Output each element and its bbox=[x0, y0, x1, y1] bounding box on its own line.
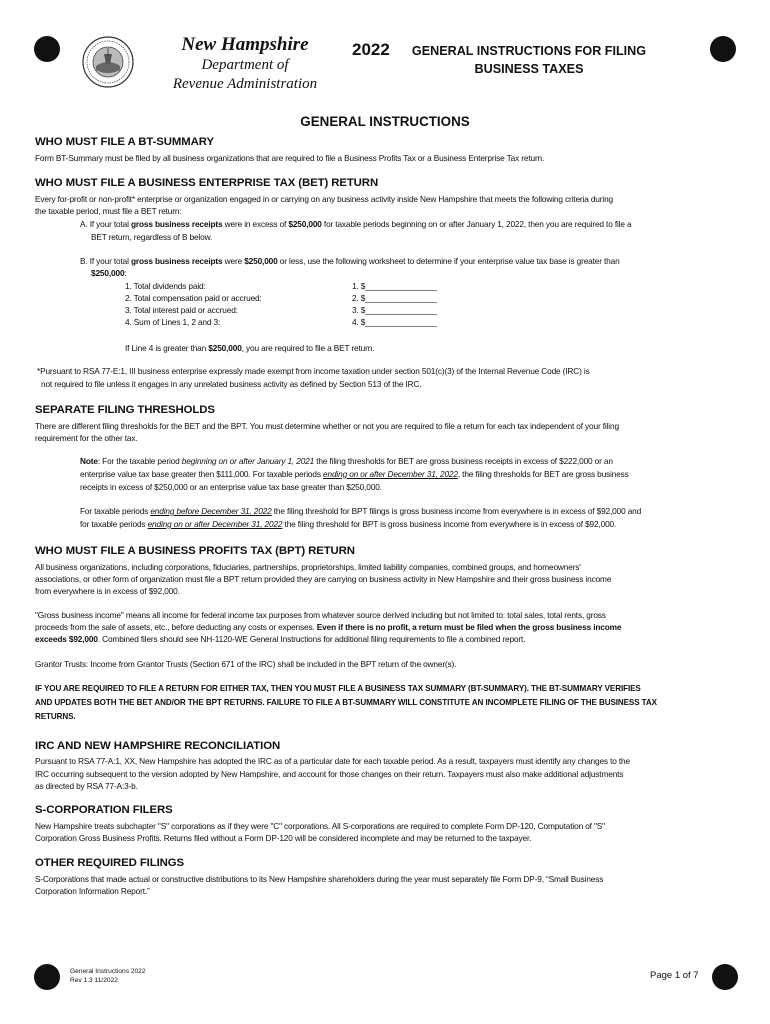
department-line-2: Revenue Administration bbox=[172, 76, 318, 92]
bet-criterion-a bbox=[80, 218, 631, 231]
worksheet-label-1: 1. Total dividends paid: bbox=[125, 281, 206, 291]
registration-dot-top-right bbox=[710, 36, 736, 62]
text-span: ending on or after December 31, 2022 bbox=[323, 469, 458, 479]
text-span: beginning on or after January 1, 2021 bbox=[181, 456, 315, 466]
department-line-1: Department of bbox=[201, 57, 289, 73]
heading-bet-return: WHO MUST FILE A BUSINESS ENTERPRISE TAX (BET) RETURN bbox=[35, 177, 379, 189]
text-span: the filing threshold for BPT filings is gross business income from everywhere is in excess of $92,000 and bbox=[271, 506, 642, 516]
worksheet-input-4[interactable]: 4. $________________ bbox=[352, 317, 437, 327]
state-seal-icon bbox=[82, 36, 134, 88]
text-span: were in excess of bbox=[222, 219, 289, 229]
worksheet-label-3: 3. Total interest paid or accrued: bbox=[125, 305, 238, 315]
heading-bt-summary: WHO MUST FILE A BT-SUMMARY bbox=[35, 136, 214, 148]
text-span: , the filing thresholds for BET are gross business bbox=[457, 469, 629, 479]
text-span: $250,000 bbox=[208, 343, 242, 353]
gross-income-line-1: "Gross business income" means all income for federal income tax purposes from whatever source derived including but not limited to: total sales, total rents, gross bbox=[35, 610, 606, 620]
worksheet-result-line bbox=[125, 342, 374, 355]
bet-footnote-line-1: *Pursuant to RSA 77-E:1, III business enterprise expressly made exempt from income taxation under section 501(c)(3) of the Internal Revenue Code (IRC) is bbox=[37, 366, 590, 376]
text-span: A. If your total bbox=[80, 219, 131, 229]
bet-intro-line-2: the taxable period, must file a BET return: bbox=[35, 206, 182, 216]
registration-dot-bottom-right bbox=[712, 964, 738, 990]
text-span: $250,000 bbox=[91, 268, 125, 278]
text-span: . Combined filers should see NH-1120-WE General Instructions for additional filing requirements to file a combined report. bbox=[97, 634, 526, 644]
text-span: the filing threshold for BPT is gross business income from everywhere is in excess of $92,000. bbox=[282, 519, 617, 529]
bpt-threshold-line-1 bbox=[80, 505, 641, 518]
bet-criterion-b bbox=[80, 255, 620, 268]
text-span: $250,000 bbox=[288, 219, 322, 229]
bpt-line-2: associations, or other form of organization must file a BPT return provided they are carrying on business activity in New Hampshire and their gross business income bbox=[35, 574, 612, 584]
note-line-1 bbox=[80, 455, 613, 468]
document-title-line-1: GENERAL INSTRUCTIONS FOR FILING bbox=[411, 44, 647, 58]
text-span: $250,000 bbox=[244, 256, 278, 266]
text-span: exceeds $92,000 bbox=[35, 634, 98, 644]
irc-line-2: IRC occurring subsequent to the version adopted by New Hampshire, and account for those changes on their return. Taxpayers must also make additional adjustments bbox=[35, 769, 624, 779]
worksheet-label-2: 2. Total compensation paid or accrued: bbox=[125, 293, 262, 303]
footer-line-1: General Instructions 2022 bbox=[70, 968, 146, 975]
bet-footnote-line-2: not required to file unless it engages in any unrelated business activity as defined by Section 513 of the IRC. bbox=[41, 379, 422, 389]
bpt-line-1: All business organizations, including corporations, fiduciaries, partnerships, proprietorships, limited liability companies, combined groups, and homeowners' bbox=[35, 562, 581, 572]
text-span: ending before December 31, 2022 bbox=[150, 506, 272, 516]
bpt-threshold-line-2 bbox=[80, 518, 616, 531]
irc-line-3: as directed by RSA 77-A:3-b. bbox=[35, 781, 138, 791]
gross-income-line-3 bbox=[35, 633, 525, 646]
page-number: Page 1 of 7 bbox=[650, 970, 699, 981]
text-span: : bbox=[124, 268, 127, 278]
irc-line-1: Pursuant to RSA 77-A:1, XX, New Hampshire has adopted the IRC as of a particular date for each taxable period. As a result, taxpayers must identify any changes to the bbox=[35, 756, 630, 766]
heading-s-corporation: S-CORPORATION FILERS bbox=[35, 804, 173, 816]
thresholds-line-1: There are different filing thresholds for the BET and the BPT. You must determine whether or not you are required to file a return for each tax independent of your filing bbox=[35, 421, 619, 431]
text-span: B. If your total bbox=[80, 256, 131, 266]
text-span: If Line 4 is greater than bbox=[125, 343, 209, 353]
text-span: : For the taxable period bbox=[97, 456, 182, 466]
text-span: enterprise value tax base greater then $111,000. For taxable periods bbox=[80, 469, 324, 479]
registration-dot-bottom-left bbox=[34, 964, 60, 990]
caps-warning bbox=[35, 682, 657, 724]
bpt-line-3: from everywhere is in excess of $92,000. bbox=[35, 586, 180, 596]
text-span: for taxable periods bbox=[80, 519, 148, 529]
other-filings-line-2: Corporation Information Report.” bbox=[35, 886, 150, 896]
caps-warning-line-3: RETURNS. bbox=[35, 712, 76, 721]
text-span: were bbox=[222, 256, 245, 266]
caps-warning-line-1: IF YOU ARE REQUIRED TO FILE A RETURN FOR EITHER TAX, THEN YOU MUST FILE A BUSINESS TAX SUMMARY (BT-SUMMARY). THE BT-SUMMARY VERIFIES bbox=[35, 684, 641, 693]
tax-year: 2022 bbox=[352, 40, 390, 59]
text-span: ending on or after December 31, 2022 bbox=[147, 519, 283, 529]
caps-warning-line-2: AND UPDATES BOTH THE BET AND/OR THE BPT RETURNS. FAILURE TO FILE A BT-SUMMARY WILL CONSTITUTE AN INCOMPLETE FILING OF THE BUSINESS TAX bbox=[35, 698, 657, 707]
heading-other-filings: OTHER REQUIRED FILINGS bbox=[35, 857, 185, 869]
footer-line-2: Rev 1.3 11/2022 bbox=[70, 977, 118, 984]
bet-intro-line-1: Every for-profit or non-profit* enterprise or organization engaged in or carrying on any business activity inside New Hampshire that meets the following criteria during bbox=[35, 194, 614, 204]
worksheet-input-2[interactable]: 2. $________________ bbox=[352, 293, 437, 303]
text-span: the filing thresholds for BET are gross business receipts in excess of $222,000 or an bbox=[314, 456, 613, 466]
heading-filing-thresholds: SEPARATE FILING THRESHOLDS bbox=[35, 404, 215, 416]
registration-dot-top-left bbox=[34, 36, 60, 62]
heading-bpt-return: WHO MUST FILE A BUSINESS PROFITS TAX (BPT) RETURN bbox=[35, 545, 355, 557]
footer-revision bbox=[70, 967, 146, 985]
note-line-3: receipts in excess of $250,000 or an enterprise value tax base greater than $250,000. bbox=[80, 482, 382, 492]
grantor-trusts-text: Grantor Trusts: Income from Grantor Trusts (Section 671 of the IRC) shall be included in the BPT return of the owner(s). bbox=[35, 659, 457, 669]
bt-summary-text: Form BT-Summary must be filed by all business organizations that are required to file a Business Profits Tax or a Business Enterprise Tax return. bbox=[35, 153, 545, 163]
text-span: for taxable periods beginning on or after January 1, 2022, then you are required to file a bbox=[321, 219, 632, 229]
gross-income-line-2 bbox=[35, 621, 621, 634]
text-span: gross business receipts bbox=[130, 219, 223, 229]
bet-criterion-b-line-2 bbox=[91, 267, 127, 280]
worksheet-input-1[interactable]: 1. $________________ bbox=[352, 281, 437, 291]
text-span: For taxable periods bbox=[80, 506, 151, 516]
agency-name-block bbox=[150, 34, 340, 94]
note-line-2 bbox=[80, 468, 629, 481]
state-name: New Hampshire bbox=[181, 34, 309, 55]
text-span: proceeds from the sale of assets, etc., before deducting any costs or expenses. bbox=[35, 622, 317, 632]
note-label: Note bbox=[80, 456, 98, 466]
s-corp-line-1: New Hampshire treats subchapter "S" corporations as if they were "C" corporations. All S-corporations are required to complete Form DP-120, Computation of "S" bbox=[35, 821, 605, 831]
text-span: or less, use the following worksheet to determine if your enterprise value tax base is greater than bbox=[277, 256, 620, 266]
other-filings-line-1: S-Corporations that made actual or constructive distributions to its New Hampshire shareholders during the year must separately file Form DP-9, “Small Business bbox=[35, 874, 604, 884]
worksheet-label-4: 4. Sum of Lines 1, 2 and 3: bbox=[125, 317, 221, 327]
s-corp-line-2: Corporation Gross Business Profits. Returns filed without a Form DP-120 will be considered incomplete and may be returned to the taxpayer. bbox=[35, 833, 532, 843]
thresholds-line-2: requirement for the other tax. bbox=[35, 433, 138, 443]
main-title: GENERAL INSTRUCTIONS bbox=[300, 114, 470, 129]
text-span: gross business receipts bbox=[130, 256, 223, 266]
document-title-line-2: BUSINESS TAXES bbox=[474, 62, 584, 76]
worksheet-input-3[interactable]: 3. $________________ bbox=[352, 305, 437, 315]
heading-irc-reconciliation: IRC AND NEW HAMPSHIRE RECONCILIATION bbox=[35, 740, 281, 752]
bet-criterion-a-line-2: BET return, regardless of B below. bbox=[91, 232, 213, 242]
document-title bbox=[404, 42, 654, 78]
text-span: , you are required to file a BET return. bbox=[241, 343, 375, 353]
text-span: Even if there is no profit, a return must be filed when the gross business income bbox=[316, 622, 622, 632]
